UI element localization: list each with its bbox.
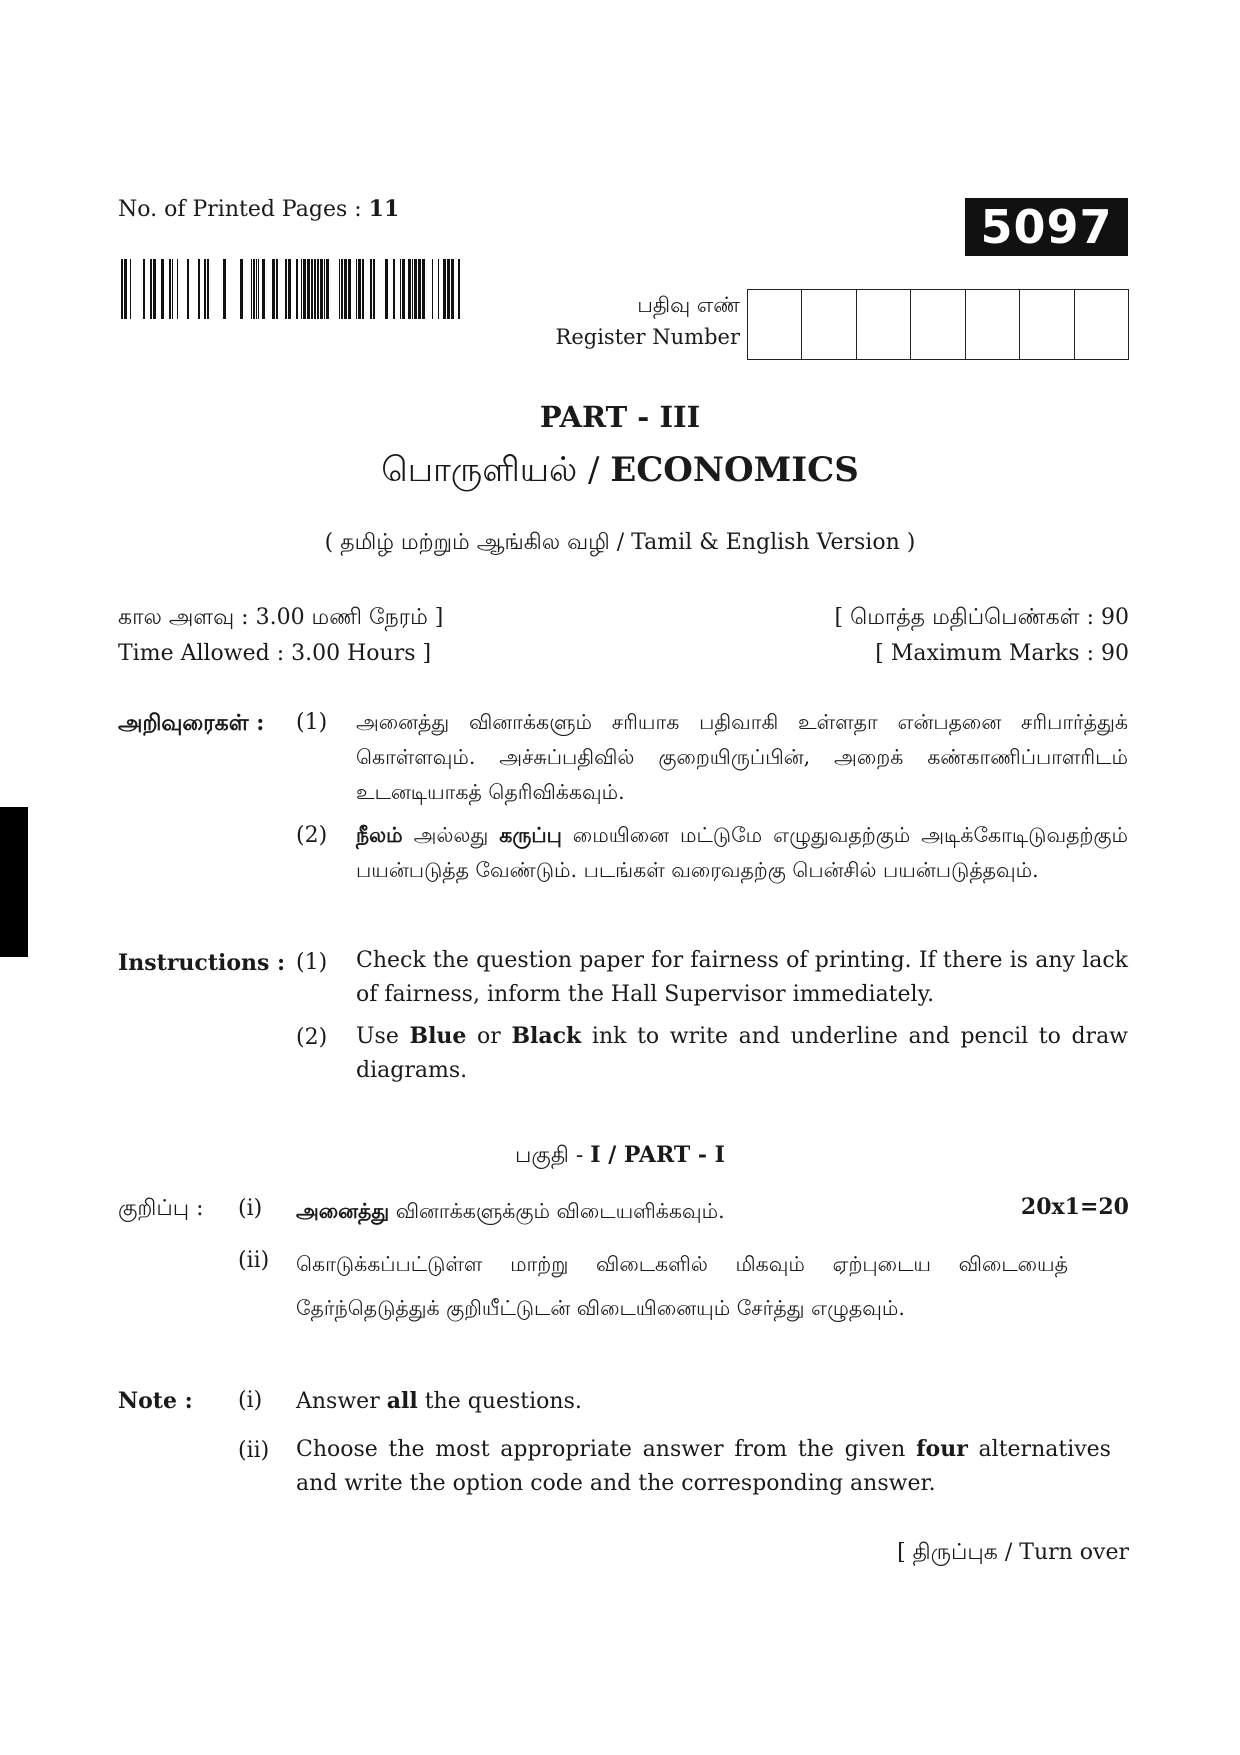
note-tamil-1 xyxy=(296,1194,725,1229)
register-digit-box xyxy=(1075,290,1128,359)
barcode-bar xyxy=(172,259,173,319)
barcode-bar xyxy=(207,259,209,319)
text-span: Use xyxy=(356,1024,410,1049)
note-number: (i) xyxy=(238,1196,263,1221)
text-span: அல்லது xyxy=(402,823,500,847)
time-allowed-english: Time Allowed : 3.00 Hours ] xyxy=(118,641,432,666)
barcode-bar xyxy=(348,259,351,319)
barcode-bar xyxy=(296,259,298,319)
bold-word: கருப்பு xyxy=(499,823,562,847)
barcode-bar xyxy=(276,259,278,319)
barcode-bar xyxy=(370,259,372,319)
note-english-label: Note : xyxy=(118,1388,193,1414)
barcode-bar xyxy=(432,259,433,319)
bold-word: நீலம் xyxy=(356,823,403,847)
barcode-bar xyxy=(393,259,395,319)
subject-tamil: பொருளியல் / xyxy=(381,450,611,490)
bold-word: Black xyxy=(511,1023,582,1049)
part-one-roman: I xyxy=(590,1142,601,1168)
barcode-bar xyxy=(253,259,255,319)
register-label-tamil: பதிவு எண் xyxy=(637,293,740,317)
barcode-bar xyxy=(204,259,206,319)
subject-title xyxy=(0,450,1240,494)
bold-word: Blue xyxy=(409,1023,467,1049)
text-span: Answer xyxy=(296,1389,387,1414)
barcode-bar xyxy=(307,259,310,319)
barcode-bar xyxy=(358,259,361,319)
barcode-bar xyxy=(422,259,425,319)
text-span: alternatives and write the option code and the corresponding answer. xyxy=(296,1437,1111,1496)
barcode-bar xyxy=(143,259,145,319)
barcode-bar xyxy=(317,259,319,319)
max-marks-tamil: [ மொத்த மதிப்பெண்கள் : 90 xyxy=(834,605,1129,630)
instruction-number: (2) xyxy=(296,1025,328,1050)
printed-pages-line xyxy=(118,196,399,223)
register-number-boxes xyxy=(747,289,1129,360)
barcode-bar xyxy=(451,259,454,319)
barcode-bar xyxy=(256,259,257,319)
barcode-bar xyxy=(447,259,450,319)
printed-pages-value: 11 xyxy=(368,196,400,222)
barcode-bar xyxy=(324,259,325,319)
barcode-bar xyxy=(341,259,343,319)
barcode-bar xyxy=(161,259,164,319)
part-one-tamil: பகுதி - xyxy=(515,1143,591,1168)
note-number: (ii) xyxy=(238,1438,270,1463)
turn-over-note: [ திருப்புக / Turn over xyxy=(897,1540,1129,1565)
barcode-image xyxy=(118,259,462,319)
text-span: மையினை மட்டுமே எழுதுவதற்கும் அடிக்கோடிடுவதற்கும் பயன்படுத்த வேண்டும். படங்கள் வரைவதற்கு பென்சில் பயன்படுத்தவும். xyxy=(356,823,1128,882)
barcode-bar xyxy=(169,259,171,319)
barcode-bar xyxy=(320,259,323,319)
text-span: ink to write and underline and pencil to draw diagrams. xyxy=(356,1024,1129,1083)
barcode-bar xyxy=(130,259,131,319)
barcode-bar xyxy=(303,259,306,319)
bold-word: all xyxy=(386,1388,418,1414)
barcode-bar xyxy=(458,259,460,319)
instruction-number: (1) xyxy=(296,710,328,735)
note-number: (i) xyxy=(238,1388,263,1413)
barcode-bar xyxy=(339,259,340,319)
barcode-bar xyxy=(311,259,313,319)
barcode-bar xyxy=(412,259,413,319)
note-english-2 xyxy=(296,1432,1111,1501)
barcode-bar xyxy=(344,259,347,319)
instruction-number: (1) xyxy=(296,950,328,975)
barcode-bar xyxy=(198,259,200,319)
part-one-heading xyxy=(0,1142,1240,1169)
barcode-bar xyxy=(385,259,388,319)
barcode-bar xyxy=(356,259,357,319)
barcode-bar xyxy=(373,259,375,319)
instruction-number: (2) xyxy=(296,823,328,848)
barcode-bar xyxy=(124,259,127,319)
marks-split: 20x1=20 xyxy=(1020,1194,1129,1220)
note-tamil-label: குறிப்பு : xyxy=(118,1196,204,1221)
register-digit-box xyxy=(857,290,911,359)
barcode-bar xyxy=(438,259,439,319)
barcode-bar xyxy=(288,259,291,319)
barcode-bar xyxy=(258,259,259,319)
barcode-bar xyxy=(272,259,275,319)
barcode-bar xyxy=(150,259,152,319)
note-number: (ii) xyxy=(238,1248,270,1273)
text-span: வினாக்களுக்கும் விடையளிக்கவும். xyxy=(389,1199,725,1223)
barcode-bar xyxy=(362,259,364,319)
text-span: the questions. xyxy=(417,1389,582,1414)
barcode-bar xyxy=(443,259,446,319)
barcode-bar xyxy=(326,259,329,319)
instructions-english-label: Instructions : xyxy=(118,950,286,976)
barcode-bar xyxy=(418,259,421,319)
register-label-english: Register Number xyxy=(555,325,740,349)
barcode-bar xyxy=(402,259,405,319)
register-digit-box xyxy=(1020,290,1074,359)
register-digit-box xyxy=(802,290,856,359)
part-one-english: / PART - I xyxy=(600,1142,725,1168)
bold-word: அனைத்து xyxy=(296,1199,390,1223)
barcode-bar xyxy=(177,259,178,319)
max-marks-english: [ Maximum Marks : 90 xyxy=(875,641,1129,666)
barcode-bar xyxy=(285,259,287,319)
text-span: Choose the most appropriate answer from the given xyxy=(296,1437,917,1462)
barcode-bar xyxy=(400,259,401,319)
barcode-bar xyxy=(262,259,265,319)
note-english-1 xyxy=(296,1388,582,1415)
note-tamil-2: கொடுக்கப்பட்டுள்ள மாற்று விடைகளில் மிகவும் ஏற்புடைய விடையைத் தேர்ந்தெடுத்துக் குறியீட்டுடன் விடையினையும் சேர்த்து எழுதவும். xyxy=(296,1252,1068,1320)
part-title: PART - III xyxy=(539,400,701,434)
time-allowed-tamil: கால அளவு : 3.00 மணி நேரம் ] xyxy=(118,605,444,630)
barcode-bar xyxy=(408,259,411,319)
barcode-bar xyxy=(414,259,417,319)
barcode-bar xyxy=(251,259,252,319)
barcode-bar xyxy=(153,259,156,319)
bold-word: four xyxy=(916,1436,968,1462)
register-digit-box xyxy=(748,290,802,359)
subject-english: ECONOMICS xyxy=(610,450,859,490)
printed-pages-label: No. of Printed Pages : xyxy=(118,197,369,222)
instruction-english-1: Check the question paper for fairness of printing. If there is any lack of fairness, inform the Hall Supervisor immediately. xyxy=(356,948,1128,1007)
barcode-bar xyxy=(314,259,316,319)
margin-black-mark xyxy=(0,807,28,957)
instruction-tamil-1: அனைத்து வினாக்களும் சரியாக பதிவாகி உள்ளதா என்பதனை சரிபார்த்துக் கொள்ளவும். அச்சுப்பதிவில் குறையிருப்பின், அறைக் கண்காணிப்பாளரிடம் உடனடியாகத் தெரிவிக்கவும். xyxy=(356,710,1128,804)
text-span: or xyxy=(466,1024,512,1049)
barcode-bar xyxy=(223,259,226,319)
version-line: ( தமிழ் மற்றும் ஆங்கில வழி / Tamil & English Version ) xyxy=(324,530,916,555)
instruction-english-2 xyxy=(356,1019,1128,1088)
barcode-bar xyxy=(240,259,243,319)
barcode-bar xyxy=(121,259,123,319)
barcode-bar xyxy=(301,259,302,319)
instructions-tamil-label: அறிவுரைகள் : xyxy=(118,710,265,736)
instruction-tamil-2 xyxy=(356,818,1128,888)
register-digit-box xyxy=(966,290,1020,359)
barcode-bar xyxy=(187,259,189,319)
register-digit-box xyxy=(911,290,965,359)
paper-code-badge: 5097 xyxy=(965,198,1128,256)
